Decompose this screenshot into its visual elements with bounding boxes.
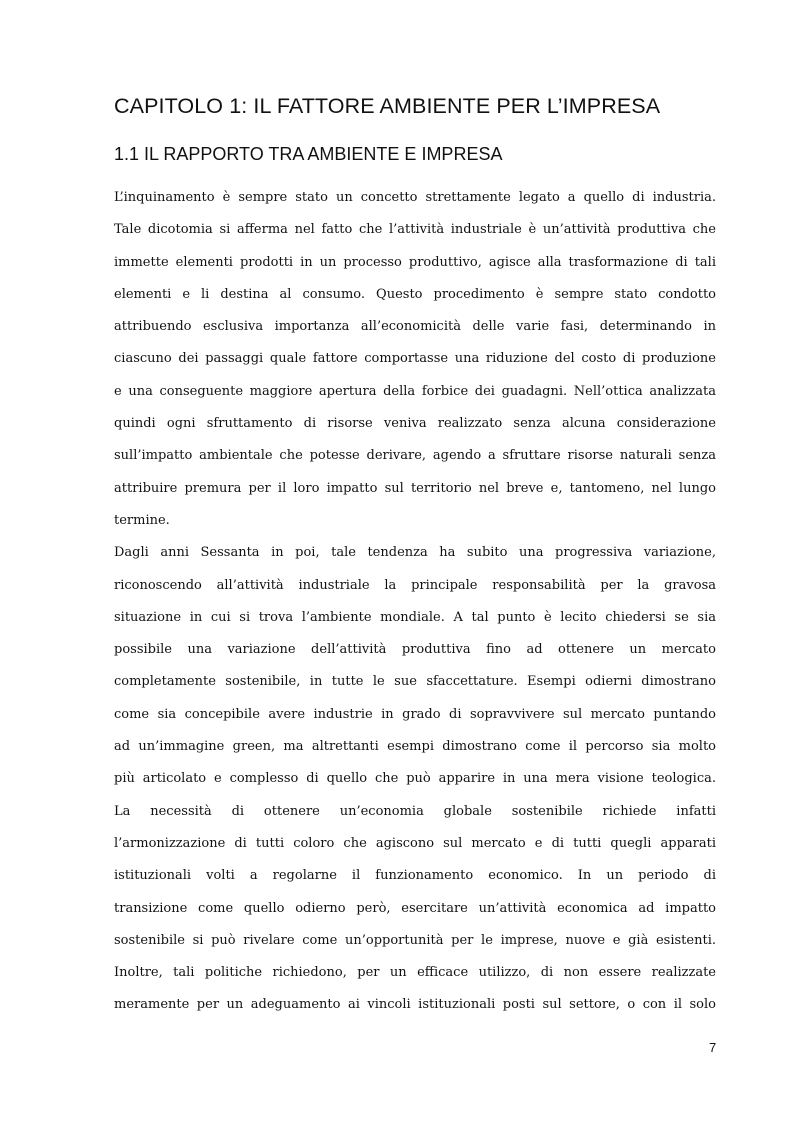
- text-line: sull’impatto ambientale che potesse derivare, agendo a sfruttare risorse naturali senza: [114, 448, 716, 464]
- text-line: L’inquinamento è sempre stato un concetto strettamente legato a quello di industria.: [114, 190, 716, 205]
- text-line: elementi e li destina al consumo. Questo procedimento è sempre stato condotto: [114, 286, 716, 302]
- chapter-title: CAPITOLO 1: IL FATTORE AMBIENTE PER L’IMPRESA: [114, 94, 661, 118]
- text-line: l’armonizzazione di tutti coloro che agiscono sul mercato e di tutti quegli apparati: [114, 835, 716, 851]
- body-text: [114, 182, 716, 1022]
- text-line: sostenibile si può rivelare come un’opportunità per le imprese, nuove e già esistenti.: [114, 932, 716, 948]
- text-line: ad un’immagine green, ma altrettanti esempi dimostrano come il percorso sia molto: [114, 739, 716, 755]
- text-line: termine.: [114, 512, 170, 528]
- text-line: transizione come quello odierno però, esercitare un’attività economica ad impatto: [114, 900, 716, 916]
- text-line: quindi ogni sfruttamento di risorse veniva realizzato senza alcuna considerazione: [114, 416, 716, 432]
- section-title: 1.1 IL RAPPORTO TRA AMBIENTE E IMPRESA: [114, 144, 503, 164]
- text-line: più articolato e complesso di quello che può apparire in una mera visione teologica.: [114, 771, 716, 787]
- text-line: come sia concepibile avere industrie in grado di sopravvivere sul mercato puntando: [114, 706, 716, 722]
- text-line: possibile una variazione dell’attività produttiva fino ad ottenere un mercato: [114, 642, 716, 658]
- text-line: riconoscendo all’attività industriale la principale responsabilità per la gravosa: [114, 577, 716, 593]
- text-line: Dagli anni Sessanta in poi, tale tendenza ha subito una progressiva variazione,: [114, 545, 716, 561]
- text-line: e una conseguente maggiore apertura della forbice dei guadagni. Nell’ottica analizzata: [114, 383, 716, 399]
- text-line: completamente sostenibile, in tutte le sue sfaccettature. Esempi odierni dimostrano: [114, 674, 716, 690]
- text-line: meramente per un adeguamento ai vincoli istituzionali posti sul settore, o con il solo: [114, 997, 716, 1013]
- text-line: attribuendo esclusiva importanza all’economicità delle varie fasi, determinando in: [114, 319, 716, 335]
- text-line: Inoltre, tali politiche richiedono, per un efficace utilizzo, di non essere realizzate: [114, 965, 716, 981]
- text-line: immette elementi prodotti in un processo produttivo, agisce alla trasformazione di tali: [114, 254, 716, 270]
- text-line: istituzionali volti a regolarne il funzionamento economico. In un periodo di: [114, 868, 716, 884]
- page-number: 7: [709, 1040, 717, 1055]
- text-line: situazione in cui si trova l’ambiente mondiale. A tal punto è lecito chiedersi se sia: [114, 609, 716, 625]
- text-line: La necessità di ottenere un’economia globale sostenibile richiede infatti: [114, 803, 716, 819]
- text-line: Tale dicotomia si afferma nel fatto che l’attività industriale è un’attività produttiva che: [114, 222, 716, 238]
- text-line: attribuire premura per il loro impatto sul territorio nel breve e, tantomeno, nel lungo: [114, 480, 716, 496]
- text-line: ciascuno dei passaggi quale fattore comportasse una riduzione del costo di produzione: [114, 351, 716, 367]
